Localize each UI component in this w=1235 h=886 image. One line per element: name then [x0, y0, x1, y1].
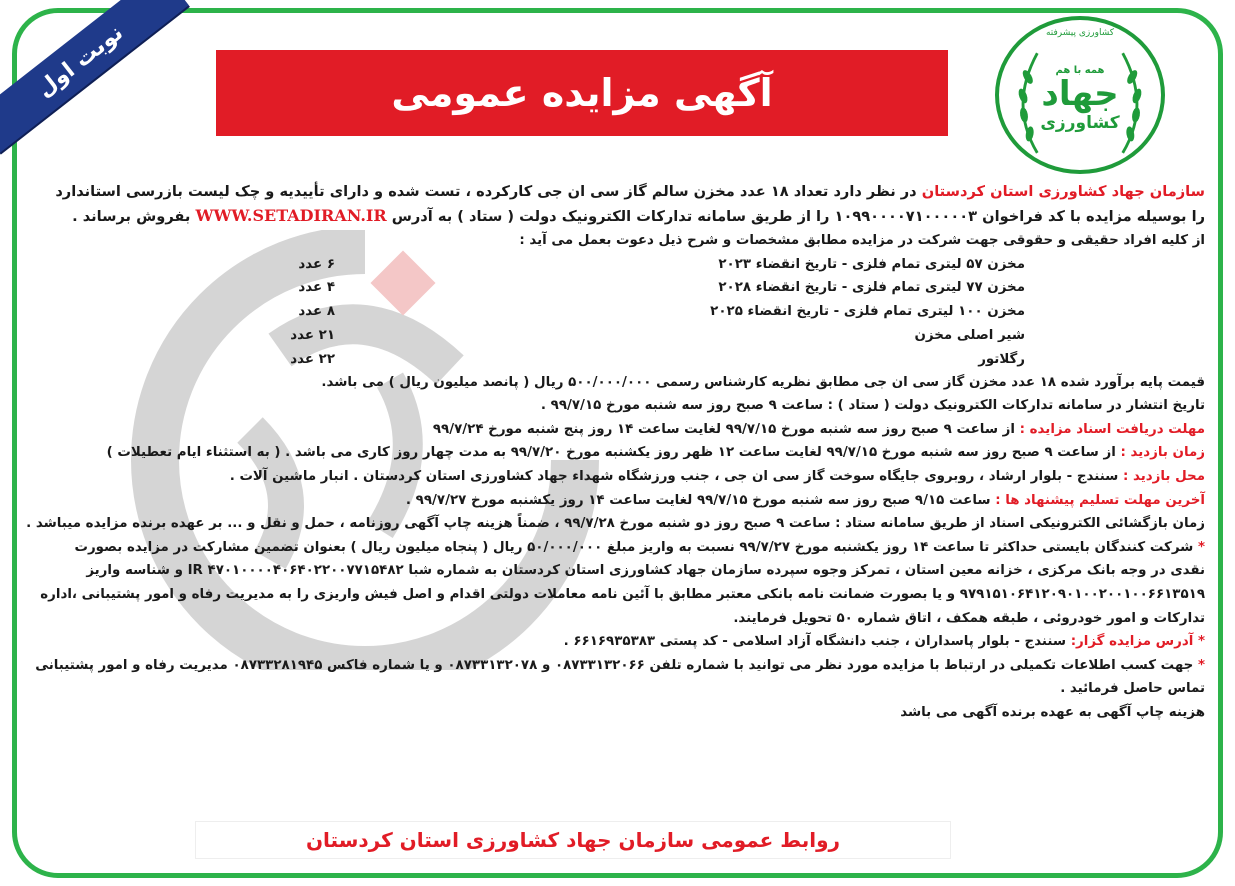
item-desc: مخزن ۱۰۰ لیتری تمام فلزی - تاریخ انقضاء ۲۰۲۵: [710, 303, 1025, 319]
address-label: آدرس مزایده گزار:: [1070, 634, 1194, 650]
print-cost: هزینه چاپ آگهی به عهده برنده آگهی می باشد: [900, 704, 1205, 720]
item-desc: مخزن ۷۷ لیتری تمام فلزی - تاریخ انقضاء ۲۰۲۸: [718, 279, 1025, 295]
page-title-box: [216, 50, 948, 136]
visit-place-label: محل بازدید :: [1123, 468, 1205, 484]
item-list: [30, 253, 1205, 371]
intro-line-2: [30, 204, 1205, 229]
visit-time-label: زمان بازدید :: [1120, 445, 1205, 461]
deposit-line-2: نقدی در وجه بانک مرکزی ، خزانه معین استان ، تمرکز وجوه سپرده سازمان جهاد کشاورزی استان کردستان به شماره شبا IR ۴۷۰۱۰۰۰۰۴۰۶۴۰۲۲۰۰۷۷۱۵۴۸۲ و شناسه واریز: [86, 563, 1205, 579]
visit-place-text: سنندج - بلوار ارشاد ، روبروی جایگاه سوخت گاز سی ان جی ، جنب ورزشگاه شهداء جهاد کشاورزی استان کردستان . انبار ماشین آلات .: [229, 468, 1124, 484]
item-qty: ۴ عدد: [298, 279, 335, 295]
item-desc: شیر اصلی مخزن: [914, 327, 1025, 343]
item-qty: ۲۲ عدد: [290, 351, 335, 367]
bullet-icon: *: [1193, 539, 1205, 555]
footer-text: روابط عمومی سازمان جهاد کشاورزی استان کردستان: [305, 828, 841, 852]
item-desc: مخزن ۵۷ لیتری تمام فلزی - تاریخ انقضاء ۲۰۲۳: [718, 256, 1025, 272]
list-item: [298, 253, 1025, 277]
item-qty: ۲۱ عدد: [290, 327, 335, 343]
deposit-line-1: [30, 536, 1205, 560]
bullet-icon: *: [1193, 657, 1205, 673]
setad-url[interactable]: WWW.SETADIRAN.IR: [195, 206, 387, 225]
jahad-logo: [995, 16, 1165, 174]
list-item: [298, 276, 1025, 300]
submit-deadline-text: ساعت ۹/۱۵ صبح روز سه شنبه مورخ ۹۹/۷/۱۵ لغایت ساعت ۱۴ روز یکشنبه مورخ ۹۹/۷/۲۷ .: [405, 492, 996, 508]
address-text: سنندج - بلوار پاسداران ، جنب دانشگاه آزاد اسلامی - کد پستی ۶۶۱۶۹۳۵۳۸۳ .: [563, 634, 1071, 650]
footer-box: [196, 822, 950, 858]
submit-deadline-label: آخرین مهلت تسلیم پیشنهاد ها :: [995, 492, 1205, 508]
bullet-icon: *: [1193, 634, 1205, 650]
opening-time: زمان بازگشائی الکترونیکی اسناد از طریق سامانه ستاد : ساعت ۹ صبح روز دو شنبه مورخ ۹۹/۷/۲۸ ، ضمناً هزینه چاپ آگهی روزنامه ، حمل و نقل و ... بر عهده برنده مزایده میباشد .: [26, 516, 1205, 532]
contact-text-1: جهت کسب اطلاعات تکمیلی در ارتباط با مزایده مورد نظر می توانید با شماره تلفن ۰۸۷۳۳۱۳۲۰۶۶ و ۰۸۷۳۳۱۳۲۰۷۸ و یا شماره فاکس ۰۸۷۳۳۲۸۱۹۴۵ مدیریت رفاه و امور پشتیبانی: [35, 657, 1194, 673]
visit-place: [30, 465, 1205, 489]
intro-text-3: بفروش برساند .: [72, 208, 196, 225]
logo-main-text: جهاد: [1041, 73, 1119, 114]
wheat-wreath-icon: [999, 20, 1161, 170]
logo-sub-text: کشاورزی: [1040, 113, 1120, 134]
org-name: سازمان جهاد کشاورزی استان کردستان: [921, 183, 1205, 200]
deposit-text-1: شرکت کنندگان بایستی حداکثر تا ساعت ۱۴ روز یکشنبه مورخ ۹۹/۷/۲۷ نسبت به واریز مبلغ ۵۰/۰۰۰/۰۰۰ ریال ( پنجاه میلیون ریال ) بعنوان تضمین مشارکت در مزایده بصورت: [74, 539, 1194, 555]
page-title: آگهی مزایده عمومی: [391, 71, 773, 115]
round-badge: نوبت اول: [0, 0, 189, 153]
visit-time: [30, 441, 1205, 465]
docs-deadline-text: از ساعت ۹ صبح روز سه شنبه مورخ ۹۹/۷/۱۵ لغایت ساعت ۱۴ روز پنج شنبه مورخ ۹۹/۷/۲۴: [432, 421, 1020, 437]
item-qty: ۸ عدد: [298, 303, 335, 319]
deposit-line-3: ۹۷۹۱۵۱۰۶۴۱۲۰۹۰۱۰۰۲۰۰۱۰۰۶۶۱۳۵۱۹ و یا بصورت ضمانت نامه بانکی معتبر مطابق با آئین نامه معاملات دولتی اقدام و اصل فیش واریزی را به مدیریت رفاه و امور پشتیبانی ،اداره: [40, 586, 1205, 602]
intro-text-1: در نظر دارد تعداد ۱۸ عدد مخزن سالم گاز سی ان جی کارکرده ، تست شده و دارای تأییدیه و چک لیست بازرسی استاندارد: [55, 183, 922, 200]
invitation: از کلیه افراد حقیقی و حقوقی جهت شرکت در مزایده مطابق مشخصات و شرح ذیل دعوت بعمل می آید :: [519, 233, 1205, 248]
address: [30, 630, 1205, 654]
list-item: [290, 324, 1025, 348]
list-item: [298, 300, 1025, 324]
publish-date: تاریخ انتشار در سامانه تدارکات الکترونیک دولت ( ستاد ) : ساعت ۹ صبح روز سه شنبه مورخ ۹۹/۷/۱۵ .: [540, 398, 1205, 414]
logo-ring-text: کشاورزی پیشرفته: [1045, 28, 1115, 38]
intro-line-1: [30, 180, 1205, 204]
contact-line-2: تماس حاصل فرمائید .: [1060, 681, 1205, 697]
docs-deadline: [30, 418, 1205, 442]
base-price: قیمت پایه برآورد شده ۱۸ عدد مخزن گاز سی ان جی مطابق نظریه کارشناس رسمی ۵۰۰/۰۰۰/۰۰۰ ریال ( پانصد میلیون ریال ) می باشد.: [321, 374, 1205, 390]
announcement-body: [26, 180, 1205, 820]
contact-line-1: [30, 654, 1205, 678]
item-qty: ۶ عدد: [298, 256, 335, 272]
intro-text-2: را بوسیله مزایده با کد فراخوان ۱۰۹۹۰۰۰۰۷۱۰۰۰۰۰۳ را از طریق سامانه تدارکات الکترونیک دولت ( ستاد ) به آدرس: [386, 208, 1205, 225]
visit-time-text: از ساعت ۹ صبح روز سه شنبه مورخ ۹۹/۷/۱۵ لغایت ساعت ۱۲ ظهر روز یکشنبه مورخ ۹۹/۷/۲۰ به مدت چهار روز کاری می باشد . ( به استثناء ایام تعطیلات ): [106, 445, 1121, 461]
item-desc: رگلاتور: [978, 351, 1025, 367]
logo-motto: همه با هم: [1055, 64, 1105, 76]
deposit-line-4: تدارکات و امور خودروئی ، طبقه همکف ، اتاق شماره ۵۰ تحویل فرمایند.: [733, 610, 1205, 626]
docs-deadline-label: مهلت دریافت اسناد مزایده :: [1019, 421, 1205, 437]
list-item: [290, 348, 1025, 372]
submit-deadline: [30, 489, 1205, 513]
